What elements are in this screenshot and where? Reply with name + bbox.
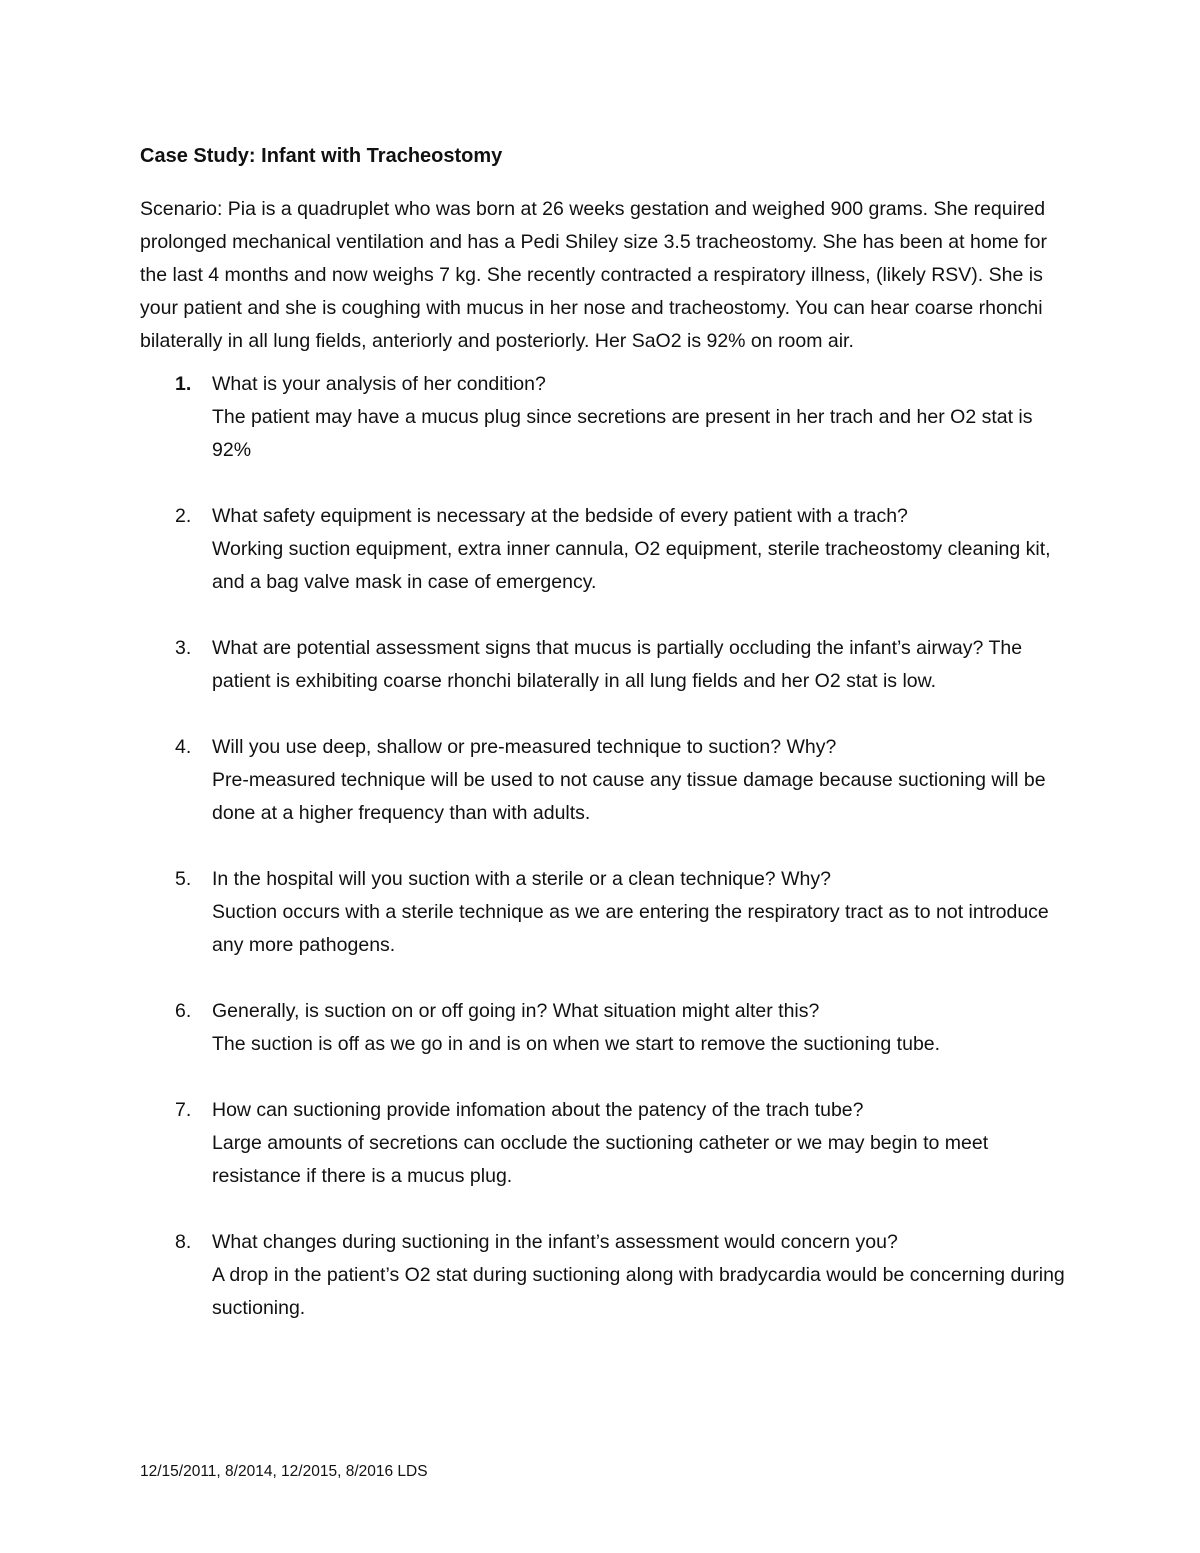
question-text: What are potential assessment signs that mucus is partially occluding the infant’s airway? [212, 637, 984, 659]
answer-text: The patient may have a mucus plug since secretions are present in her trach and her O2 stat is 92% [212, 406, 1033, 461]
question-number: 7. [175, 1099, 192, 1121]
page-footer: 12/15/2011, 8/2014, 12/2015, 8/2016 LDS [140, 1463, 428, 1480]
question-item-3 [140, 632, 1070, 698]
answer-text: Large amounts of secretions can occlude the suctioning catheter or we may begin to meet resistance if there is a mucus plug. [212, 1132, 989, 1187]
question-text: Generally, is suction on or off going in? What situation might alter this? [212, 1000, 820, 1022]
page-title: Case Study: Infant with Tracheostomy [140, 145, 503, 167]
question-list [140, 368, 1070, 1325]
answer-text: The patient is exhibiting coarse rhonchi bilaterally in all lung fields and her O2 stat is low. [212, 637, 1023, 692]
question-item-2 [140, 500, 1070, 599]
question-item-6 [140, 995, 1070, 1061]
question-number: 1. [175, 373, 192, 395]
question-text: What safety equipment is necessary at the bedside of every patient with a trach? [212, 505, 908, 527]
question-number: 3. [175, 637, 192, 659]
answer-text: Working suction equipment, extra inner cannula, O2 equipment, sterile tracheostomy cleaning kit, and a bag valve mask in case of emergency. [212, 538, 1051, 593]
answer-text: The suction is off as we go in and is on when we start to remove the suctioning tube. [212, 1033, 941, 1055]
question-number: 2. [175, 505, 192, 527]
document-body [140, 141, 1070, 1358]
question-item-5 [140, 863, 1070, 962]
question-text: What changes during suctioning in the infant’s assessment would concern you? [212, 1231, 898, 1253]
answer-text: Pre-measured technique will be used to not cause any tissue damage because suctioning will be done at a higher frequency than with adults. [212, 769, 1046, 824]
question-number: 5. [175, 868, 192, 890]
scenario-paragraph: Scenario: Pia is a quadruplet who was born at 26 weeks gestation and weighed 900 grams. She required prolonged mechanical ventilation and has a Pedi Shiley size 3.5 tracheostomy. She has been at home for the last 4 months and now weighs 7 kg. She recently contracted a respiratory illness, (likely RSV). She is your patient and she is coughing with mucus in her nose and tracheostomy. You can hear coarse rhonchi bilaterally in all lung fields, anteriorly and posteriorly. Her SaO2 is 92% on room air. [140, 198, 1047, 352]
question-number: 6. [175, 1000, 192, 1022]
question-item-7 [140, 1094, 1070, 1193]
question-item-4 [140, 731, 1070, 830]
question-text: How can suctioning provide infomation about the patency of the trach tube? [212, 1099, 864, 1121]
answer-text: Suction occurs with a sterile technique as we are entering the respiratory tract as to not introduce any more pathogens. [212, 901, 1049, 956]
question-item-8 [140, 1226, 1070, 1325]
question-text: In the hospital will you suction with a sterile or a clean technique? Why? [212, 868, 831, 890]
answer-text: A drop in the patient’s O2 stat during suctioning along with bradycardia would be concerning during suctioning. [212, 1264, 1065, 1319]
question-item-1 [140, 368, 1070, 467]
question-text: What is your analysis of her condition? [212, 373, 546, 395]
question-number: 4. [175, 736, 192, 758]
question-number: 8. [175, 1231, 192, 1253]
question-text: Will you use deep, shallow or pre-measured technique to suction? Why? [212, 736, 837, 758]
